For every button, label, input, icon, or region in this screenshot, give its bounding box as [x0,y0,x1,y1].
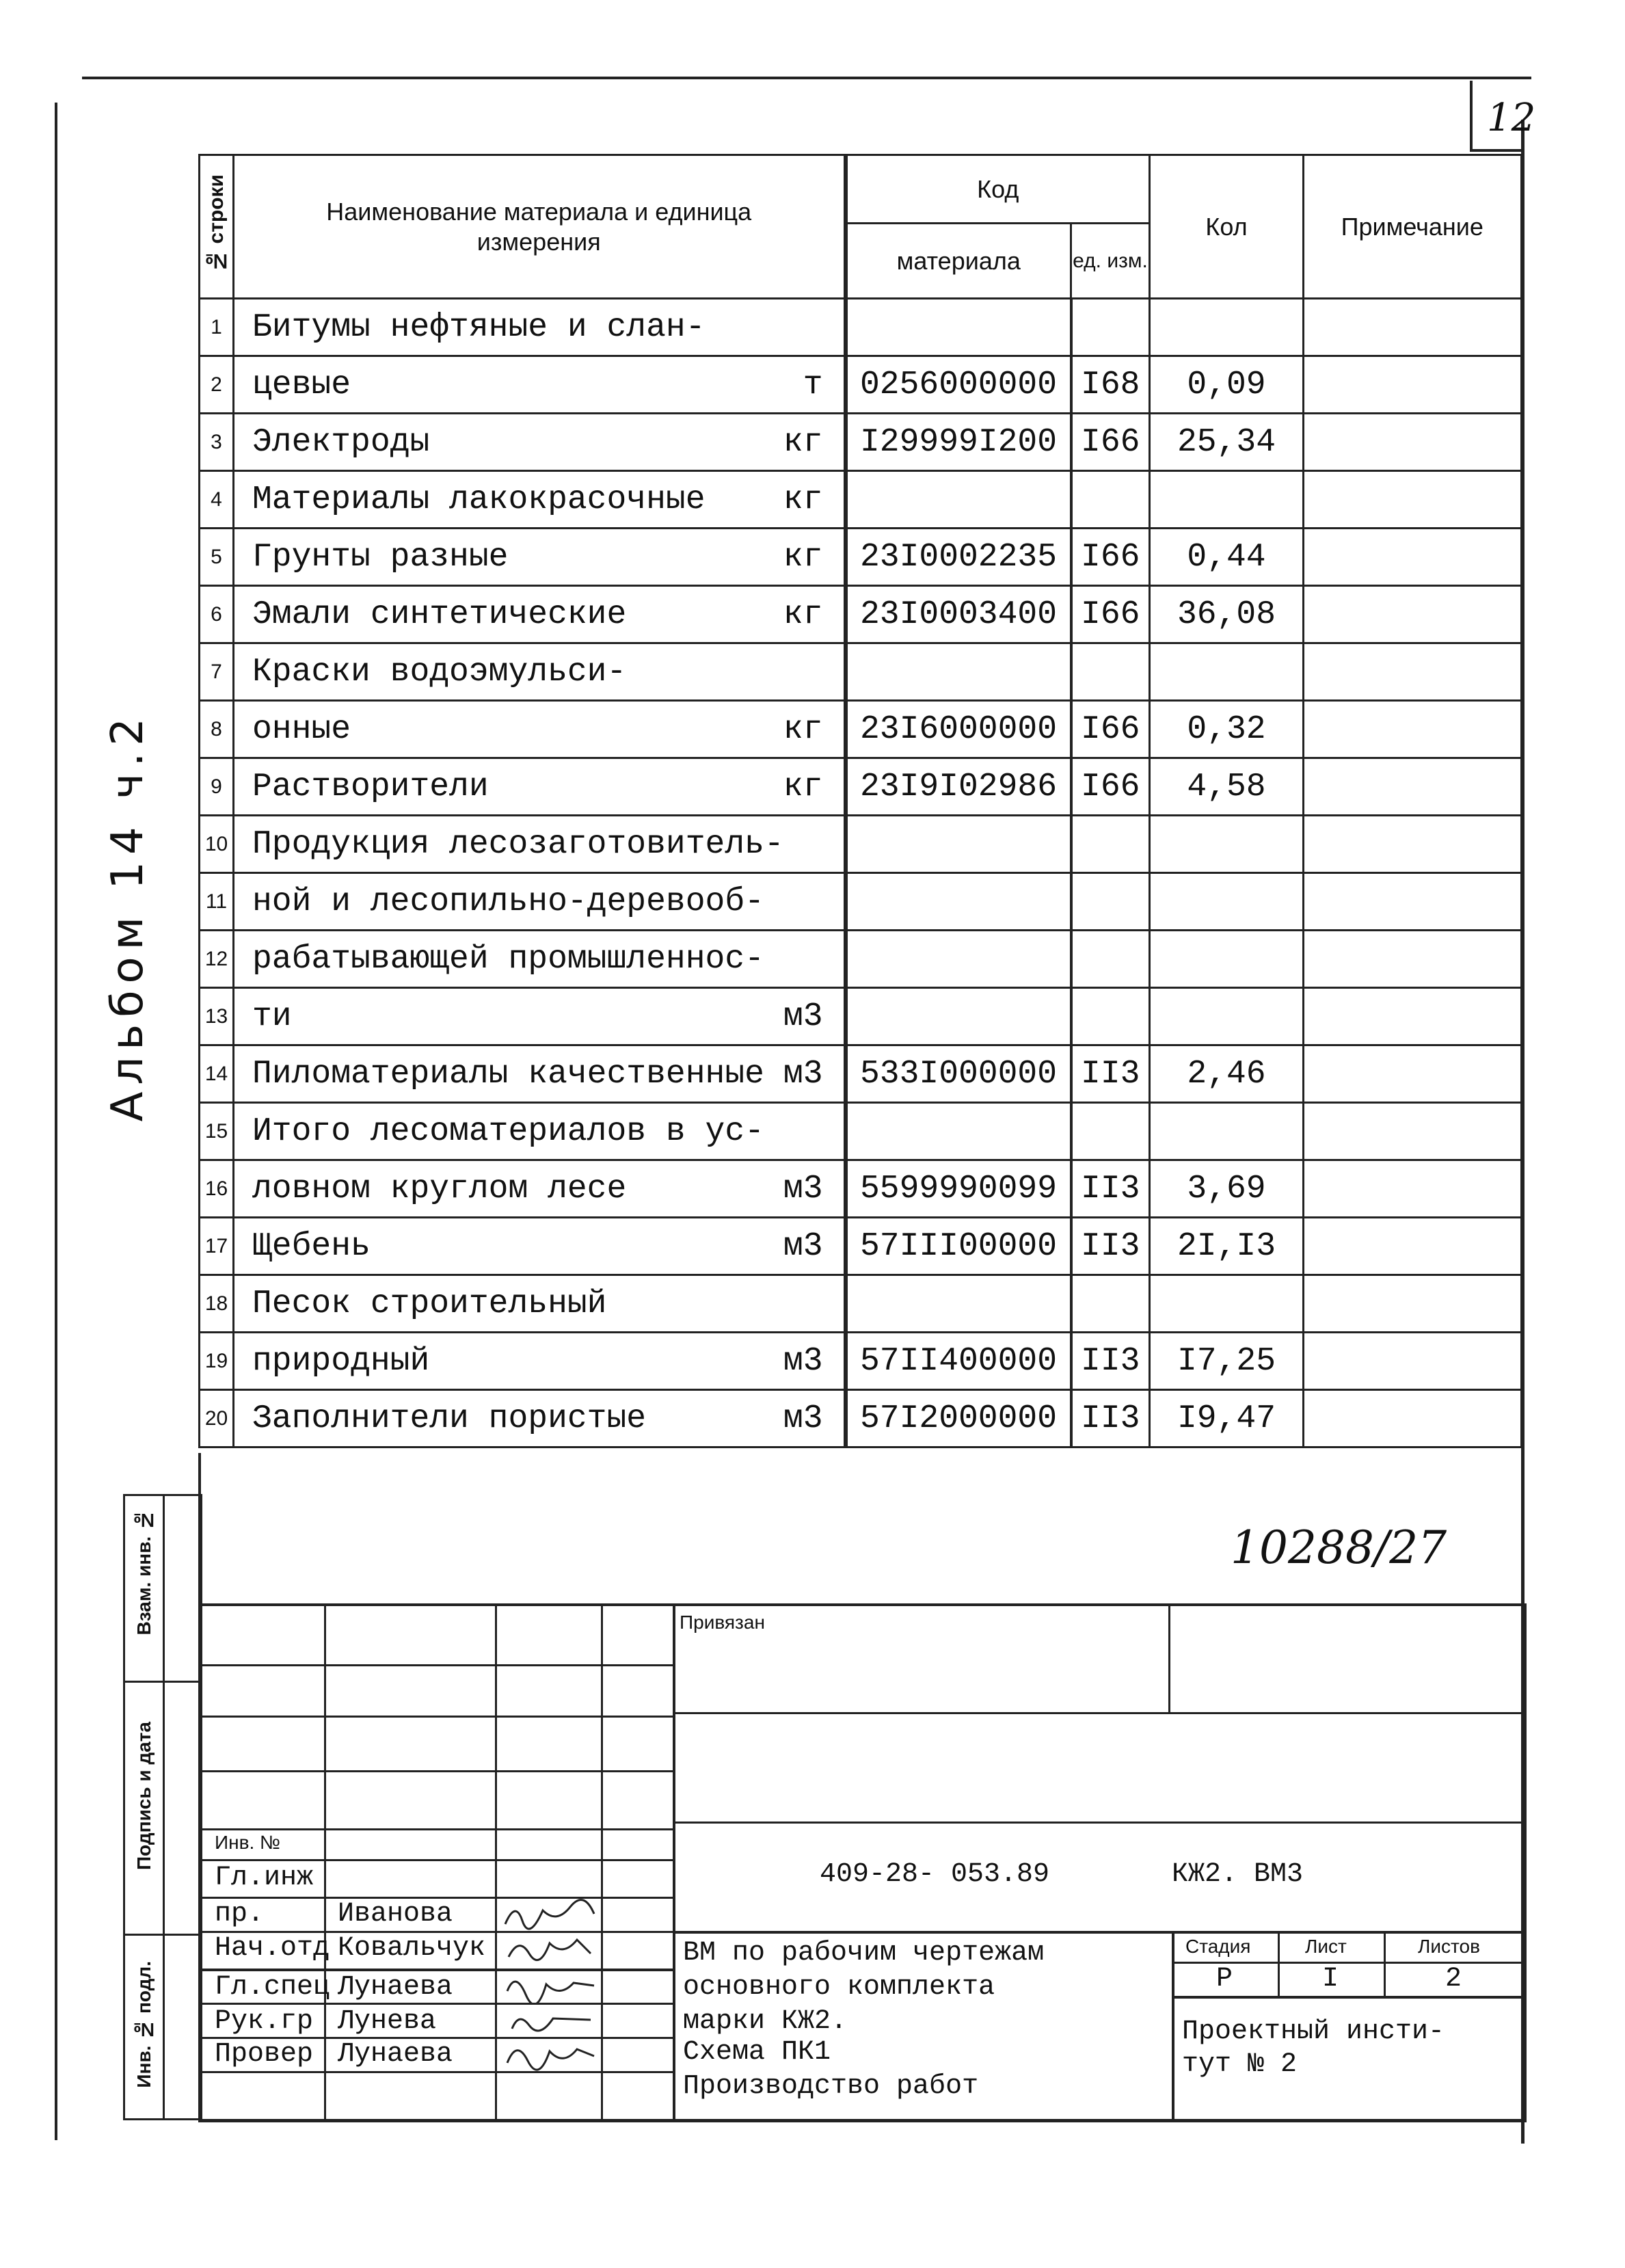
signature-lunaeva-2 [502,2039,597,2073]
material-unit: м3 [783,1227,823,1265]
material-name-cell [234,1333,846,1390]
signature-kovalchuk [502,1933,597,1967]
material-name: цевые [252,366,351,403]
unit-code: I66 [1071,701,1150,758]
unit-code [1071,1103,1150,1160]
row-number: 4 [200,471,234,529]
note-cell [1304,873,1522,931]
table-row [200,643,1522,701]
row-number: 3 [200,414,234,471]
quantity [1150,1103,1304,1160]
row-number: 16 [200,1160,234,1218]
table-row [200,988,1522,1045]
name-5: Лунаева [338,2039,453,2070]
side-label-vzam: Взам. инв. № [133,1510,155,1636]
note-cell [1304,643,1522,701]
row-number: 10 [200,816,234,873]
note-cell [1304,988,1522,1045]
material-name: ловном круглом лесе [252,1170,627,1208]
row-number: 6 [200,586,234,643]
material-name-cell [234,1275,846,1333]
quantity [1150,1275,1304,1333]
frame-left-line [55,103,57,2140]
material-name-cell [234,1390,846,1447]
note-cell [1304,1218,1522,1275]
row-number: 11 [200,873,234,931]
row-number: 20 [200,1390,234,1447]
header-code: Код [846,155,1150,224]
material-unit: м3 [783,998,823,1035]
material-code: 57III00000 [846,1218,1071,1275]
quantity: 4,58 [1150,758,1304,816]
signature-lunaeva [502,1971,597,2005]
title-block-stamp [198,1603,1527,2122]
role-5: Провер [215,2039,314,2070]
material-name: Итого лесоматериалов в ус- [252,1112,764,1150]
unit-code [1071,931,1150,988]
title-line-4: Производство работ [683,2071,979,2102]
material-name: Щебень [252,1227,371,1265]
row-number: 12 [200,931,234,988]
material-name-cell [234,988,846,1045]
material-name-cell [234,873,846,931]
stage-label: Стадия [1185,1936,1251,1957]
note-cell [1304,414,1522,471]
note-cell [1304,356,1522,414]
material-name: рабатывающей промышленнос- [252,940,764,978]
material-unit: м3 [783,1400,823,1437]
material-name: Заполнители пористые [252,1400,647,1437]
material-name: Грунты разные [252,538,509,576]
row-number: 14 [200,1045,234,1103]
row-number: 8 [200,701,234,758]
registration-number: 10288/27 [1231,1521,1447,1574]
material-name-cell [234,299,846,356]
material-name: Материалы лакокрасочные [252,481,706,518]
quantity: 36,08 [1150,586,1304,643]
role-1: пр. [215,1899,265,1930]
material-name: Электроды [252,423,430,461]
table-row [200,1333,1522,1390]
quantity [1150,471,1304,529]
table-row [200,1218,1522,1275]
quantity [1150,643,1304,701]
material-code [846,471,1071,529]
material-name: Битумы нефтяные и слан- [252,308,706,346]
material-unit: м3 [783,1055,823,1093]
quantity: 0,09 [1150,356,1304,414]
material-name-cell [234,816,846,873]
material-unit: кг [783,538,823,576]
note-cell [1304,1160,1522,1218]
material-code: 533I000000 [846,1045,1071,1103]
note-cell [1304,586,1522,643]
unit-code [1071,299,1150,356]
material-name-cell [234,643,846,701]
table-row [200,1103,1522,1160]
material-unit: кг [783,710,823,748]
header-name: Наименование материала и единица измерения [234,155,846,299]
quantity: I7,25 [1150,1333,1304,1390]
name-4: Лунева [338,2006,437,2037]
row-number: 17 [200,1218,234,1275]
material-name-cell [234,529,846,586]
material-code: 23I9I02986 [846,758,1071,816]
name-1: Иванова [338,1899,453,1930]
unit-code: II3 [1071,1218,1150,1275]
material-name: Пиломатериалы качественные [252,1055,764,1093]
quantity: 0,44 [1150,529,1304,586]
material-code: 23I6000000 [846,701,1071,758]
note-cell [1304,758,1522,816]
material-name-cell [234,1103,846,1160]
table-row [200,414,1522,471]
material-code [846,873,1071,931]
unit-code: II3 [1071,1160,1150,1218]
material-code [846,1103,1071,1160]
side-stamp-columns [123,1494,202,2120]
quantity: 3,69 [1150,1160,1304,1218]
name-2: Ковальчук [338,1933,486,1964]
name-3: Лунаева [338,1972,453,2003]
material-unit: кг [783,596,823,633]
material-unit: кг [783,768,823,805]
material-name-cell [234,471,846,529]
quantity [1150,931,1304,988]
table-row [200,1275,1522,1333]
material-name: ти [252,998,292,1035]
sheet-value: I [1322,1964,1339,1994]
role-2: Нач.отд [215,1933,330,1964]
quantity: 25,34 [1150,414,1304,471]
row-number: 19 [200,1333,234,1390]
unit-code [1071,643,1150,701]
material-name: Краски водоэмульси- [252,653,627,691]
table-row [200,356,1522,414]
sheet-number: 12 [1487,96,1536,140]
table-row [200,1390,1522,1447]
signature-luneva [502,2005,597,2039]
note-cell [1304,1103,1522,1160]
note-cell [1304,701,1522,758]
unit-code: II3 [1071,1333,1150,1390]
materials-table-body [200,299,1522,1447]
material-name: Продукция лесозаготовитель- [252,825,784,863]
material-name-cell [234,414,846,471]
role-0: Гл.инж [215,1863,314,1893]
note-cell [1304,299,1522,356]
unit-code: I66 [1071,586,1150,643]
material-name: Эмали синтетические [252,596,627,633]
title-line-1: основного комплекта [683,1972,995,2003]
material-code [846,1275,1071,1333]
material-name-cell [234,701,846,758]
material-name: Песок строительный [252,1285,607,1322]
unit-code: I66 [1071,529,1150,586]
material-code [846,299,1071,356]
material-code [846,816,1071,873]
row-number: 9 [200,758,234,816]
quantity [1150,988,1304,1045]
unit-code: II3 [1071,1390,1150,1447]
row-number: 18 [200,1275,234,1333]
row-number: 5 [200,529,234,586]
table-row [200,758,1522,816]
material-code: 57II400000 [846,1333,1071,1390]
note-cell [1304,816,1522,873]
material-name: природный [252,1342,430,1380]
material-code: 57I2000000 [846,1390,1071,1447]
mark: КЖ2. ВМ3 [1172,1859,1304,1890]
unit-code [1071,1275,1150,1333]
sheets-label: Листов [1418,1936,1480,1957]
quantity [1150,873,1304,931]
material-name: ной и лесопильно-деревооб- [252,883,764,920]
row-number: 2 [200,356,234,414]
table-row [200,299,1522,356]
header-code-material: материала [846,224,1071,299]
material-code: 0256000000 [846,356,1071,414]
note-cell [1304,1275,1522,1333]
side-label-podpis: Подпись и дата [133,1722,155,1870]
material-name-cell [234,758,846,816]
table-row [200,816,1522,873]
header-note: Примечание [1304,155,1522,299]
header-code-unit: ед. изм. [1071,224,1150,299]
table-row [200,701,1522,758]
material-name-cell [234,1160,846,1218]
material-code: 5599990099 [846,1160,1071,1218]
table-row [200,1045,1522,1103]
material-name-cell [234,1218,846,1275]
unit-code [1071,816,1150,873]
material-code: 23I0002235 [846,529,1071,586]
frame-top-line [82,77,1531,79]
quantity: 2,46 [1150,1045,1304,1103]
quantity: 2I,I3 [1150,1218,1304,1275]
materials-table [198,154,1525,1448]
note-cell [1304,1045,1522,1103]
note-cell [1304,1390,1522,1447]
title-line-0: ВМ по рабочим чертежам [683,1938,1045,1969]
sheets-value: 2 [1445,1964,1462,1994]
material-name-cell [234,586,846,643]
unit-code: I66 [1071,758,1150,816]
material-name: Растворители [252,768,489,805]
row-number: 13 [200,988,234,1045]
header-qty: Кол [1150,155,1304,299]
unit-code [1071,471,1150,529]
material-unit: кг [783,481,823,518]
inv-no-label: Инв. № [215,1832,281,1853]
material-unit: кг [783,423,823,461]
designation: 409-28- 053.89 [820,1859,1050,1890]
material-code: 23I0003400 [846,586,1071,643]
table-row [200,931,1522,988]
row-number: 1 [200,299,234,356]
material-code [846,931,1071,988]
material-unit: м3 [783,1170,823,1208]
material-name: онные [252,710,351,748]
role-3: Гл.спец [215,1972,330,2003]
title-line-3: Схема ПК1 [683,2037,831,2068]
org-line-1: тут № 2 [1182,2049,1298,2080]
material-code: I29999I200 [846,414,1071,471]
side-label-inv-podl: Инв. № подл. [133,1961,155,2088]
material-code [846,988,1071,1045]
note-cell [1304,1333,1522,1390]
unit-code: I68 [1071,356,1150,414]
material-unit: м3 [783,1342,823,1380]
stage-value: Р [1216,1964,1233,1994]
quantity: I9,47 [1150,1390,1304,1447]
material-unit: т [803,366,823,403]
note-cell [1304,529,1522,586]
row-number: 7 [200,643,234,701]
table-row [200,471,1522,529]
material-code [846,643,1071,701]
unit-code: I66 [1071,414,1150,471]
material-name-cell [234,931,846,988]
title-line-2: марки КЖ2. [683,2006,848,2037]
table-row [200,586,1522,643]
row-number: 15 [200,1103,234,1160]
material-name-cell [234,356,846,414]
material-name-cell [234,1045,846,1103]
unit-code: II3 [1071,1045,1150,1103]
album-side-label: Альбом 14 ч.2 [103,711,153,1122]
unit-code [1071,873,1150,931]
sheet-label: Лист [1305,1936,1347,1957]
note-cell [1304,471,1522,529]
quantity [1150,816,1304,873]
table-row [200,873,1522,931]
note-cell [1304,931,1522,988]
role-4: Рук.гр [215,2006,314,2037]
unit-code [1071,988,1150,1045]
table-row [200,1160,1522,1218]
table-row [200,529,1522,586]
quantity: 0,32 [1150,701,1304,758]
signature-ivanova [502,1897,597,1931]
org-line-0: Проектный инсти- [1182,2016,1445,2047]
quantity [1150,299,1304,356]
header-row-no: № строки [200,155,234,299]
privyazan-label: Привязан [680,1612,765,1633]
